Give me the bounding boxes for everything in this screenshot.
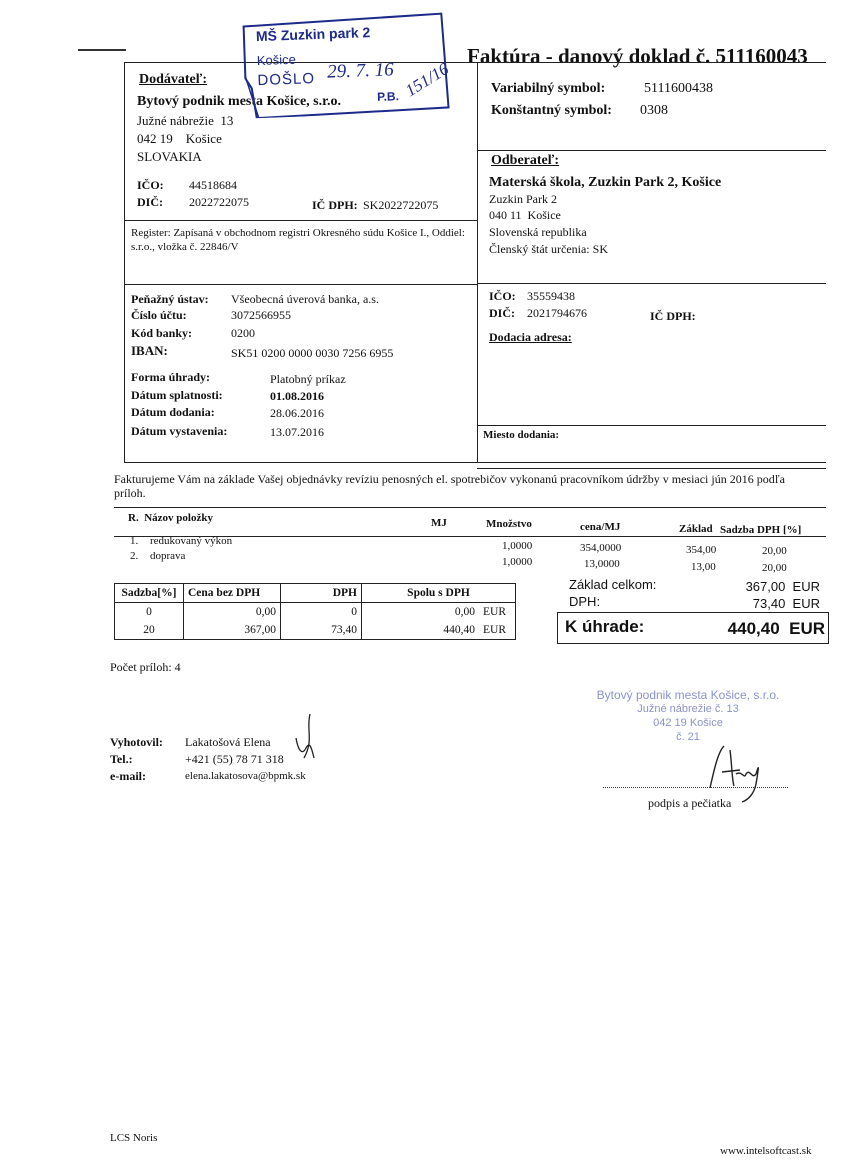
vat-base: 367,00 [184,621,281,640]
company-stamp [588,688,788,744]
table-row [115,621,516,640]
supplier-icdph-label: IČ DPH: [312,198,358,212]
frame-mid [477,62,478,462]
payment-delivery: 28.06.2016 [270,406,324,420]
issuer-tel-label: Tel.: [110,752,133,766]
items-col-base: Základ [679,523,713,535]
total-base-label: Základ celkom: [569,577,657,592]
vat-currency: EUR [479,621,516,640]
constant-symbol: 0308 [640,103,668,118]
symbols-sep [477,150,826,151]
supplier-icdph: SK2022722075 [363,198,439,212]
customer-country: Slovenská republika [489,225,587,239]
items-col-unit: MJ [431,517,447,529]
constant-symbol-label: Konštantný symbol: [491,103,612,118]
supplier-sep2 [124,284,477,285]
signature-label: podpis a pečiatka [648,796,732,810]
items-col-qty: Množstvo [486,518,532,530]
payment-due-label: Dátum splatnosti: [131,388,223,402]
payment-delivery-label: Dátum dodania: [131,405,215,419]
total-vat-label: DPH: [569,594,601,609]
vat-base: 0,00 [184,603,281,622]
table-row [115,584,516,603]
received-stamp-number: 151/16 [401,59,452,101]
company-stamp-line2: Južné nábrežie č. 13 [637,703,739,715]
customer-icdph-label: IČ DPH: [650,309,696,323]
issuer-email-label: e-mail: [110,769,146,783]
item-rate: 20,00 [762,562,787,574]
invoice-title: Faktúra - danový doklad č. 511160043 [467,44,808,68]
total-base: 367,00 EUR [745,579,820,594]
item-base: 13,00 [691,561,716,573]
vat-col-total: Spolu s DPH [362,584,516,603]
amount-due-label: K úhrade: [565,617,645,636]
customer-member-state: Členský štát určenia: SK [489,242,608,256]
vat-rate: 0 [115,603,184,622]
items-col-name: R. Názov položky [128,512,213,524]
vat-currency: EUR [479,603,516,622]
supplier-dic-label: DIČ: [137,195,163,209]
item-no: 2. [130,550,139,562]
vat-total: 0,00 [362,603,480,622]
issuer-by: Lakatošová Elena [185,735,271,749]
customer-dic-label: DIČ: [489,306,515,320]
signature-line [603,787,788,788]
supplier-street: Južné nábrežie 13 [137,113,234,128]
supplier-name: Bytový podnik mesta Košice, s.r.o. [137,94,342,109]
payment-due: 01.08.2016 [270,389,324,403]
bank-iban-label: IBAN: [131,343,168,358]
customer-city: 040 11 Košice [489,208,561,222]
item-qty: 1,0000 [502,556,533,568]
supplier-dic: 2022722075 [189,195,249,209]
vat-amount: 73,40 [281,621,362,640]
total-vat: 73,40 EUR [752,596,820,611]
received-stamp [241,11,452,118]
table-row [115,603,516,622]
frame-bottom [124,462,826,463]
delivery-address-label: Dodacia adresa: [489,330,572,344]
vat-col-rate: Sadzba[%] [115,584,184,603]
item-name: doprava [150,550,186,562]
footer-right: www.intelsoftcast.sk [720,1145,812,1157]
invoice-intro: Fakturujeme Vám na základe Vašej objednávky revíziu penosných el. spotrebičov vykonanú pracovníkom údržby v mesiaci jún 2016 podľa príloh. [114,472,785,500]
customer-heading: Odberateľ: [491,153,559,168]
vat-rate: 20 [115,621,184,640]
footer-left: LCS Noris [110,1132,158,1144]
payment-form: Platobný príkaz [270,372,346,386]
item-no: 1. [130,535,139,547]
bank-institution-label: Peňažný ústav: [131,292,209,306]
variable-symbol: 5111600438 [644,81,713,96]
frame-left [124,62,125,462]
customer-ico-label: IČO: [489,289,516,303]
company-stamp-line3: 042 19 Košice [653,717,723,729]
item-rate: 20,00 [762,545,787,557]
bank-account-label: Číslo účtu: [131,308,187,322]
payment-issue: 13.07.2016 [270,425,324,439]
bank-institution: Všeobecná úverová banka, a.s. [231,292,379,306]
bank-code: 0200 [231,326,255,340]
supplier-sep1 [124,220,477,221]
received-stamp-line1: MŠ Zuzkin park 2 [255,24,371,45]
items-col-vat: Sadzba DPH [%] [720,524,802,536]
supplier-heading: Dodávateľ: [139,72,207,87]
frame-top [124,62,826,63]
supplier-ico: 44518684 [189,178,237,192]
attachments-count: Počet príloh: 4 [110,660,181,674]
customer-ico: 35559438 [527,289,575,303]
company-stamp-line1: Bytový podnik mesta Košice, s.r.o. [596,688,780,702]
issuer-tel: +421 (55) 78 71 318 [185,752,284,766]
issuer-signature [288,710,328,765]
vat-summary-table [114,583,516,640]
issuer-by-label: Vyhotovil: [110,735,163,749]
item-qty: 1,0000 [502,540,533,552]
item-name: redukovaný výkon [150,535,233,547]
item-base: 354,00 [686,544,717,556]
delivery-sep [477,425,826,426]
customer-name: Materská škola, Zuzkin Park 2, Košice [489,175,722,190]
item-price: 354,0000 [580,542,622,554]
amount-due: 440,40 EUR [727,619,825,638]
vat-amount: 0 [281,603,362,622]
frame-bottom-right [477,468,826,469]
bank-code-label: Kód banky: [131,326,193,340]
top-rule [78,49,126,51]
payment-form-label: Forma úhrady: [131,370,210,384]
supplier-register: Register: Zapísaná v obchodnom registri Okresného súdu Košice I., Oddiel: s.r.o., vložka č. 22846/V [131,227,465,253]
received-stamp-received: DOŠLO [257,70,316,90]
items-top-rule [114,507,826,508]
item-price: 13,0000 [584,558,620,570]
received-stamp-line2: Košice [256,51,297,69]
vat-total: 440,40 [362,621,480,640]
company-stamp-line4: č. 21 [676,731,700,743]
delivery-place-label: Miesto dodania: [483,429,560,441]
received-stamp-date: 29. 7. 16 [326,59,395,83]
vat-col-vat: DPH [281,584,362,603]
supplier-country: SLOVAKIA [137,149,202,164]
payment-issue-label: Dátum vystavenia: [131,424,228,438]
vat-col-base: Cena bez DPH [184,584,281,603]
variable-symbol-label: Variabilný symbol: [491,81,606,96]
customer-dic: 2021794676 [527,306,587,320]
customer-sep [477,283,826,284]
issuer-email: elena.lakatosova@bpmk.sk [185,770,306,782]
customer-street: Zuzkin Park 2 [489,192,557,206]
supplier-city: 042 19 Košice [137,131,222,146]
bank-account: 3072566955 [231,308,291,322]
bank-iban: SK51 0200 0000 0030 7256 6955 [231,346,394,360]
received-stamp-initials: P.B. [376,89,400,104]
supplier-ico-label: IČO: [137,178,164,192]
items-col-price: cena/MJ [580,521,621,533]
